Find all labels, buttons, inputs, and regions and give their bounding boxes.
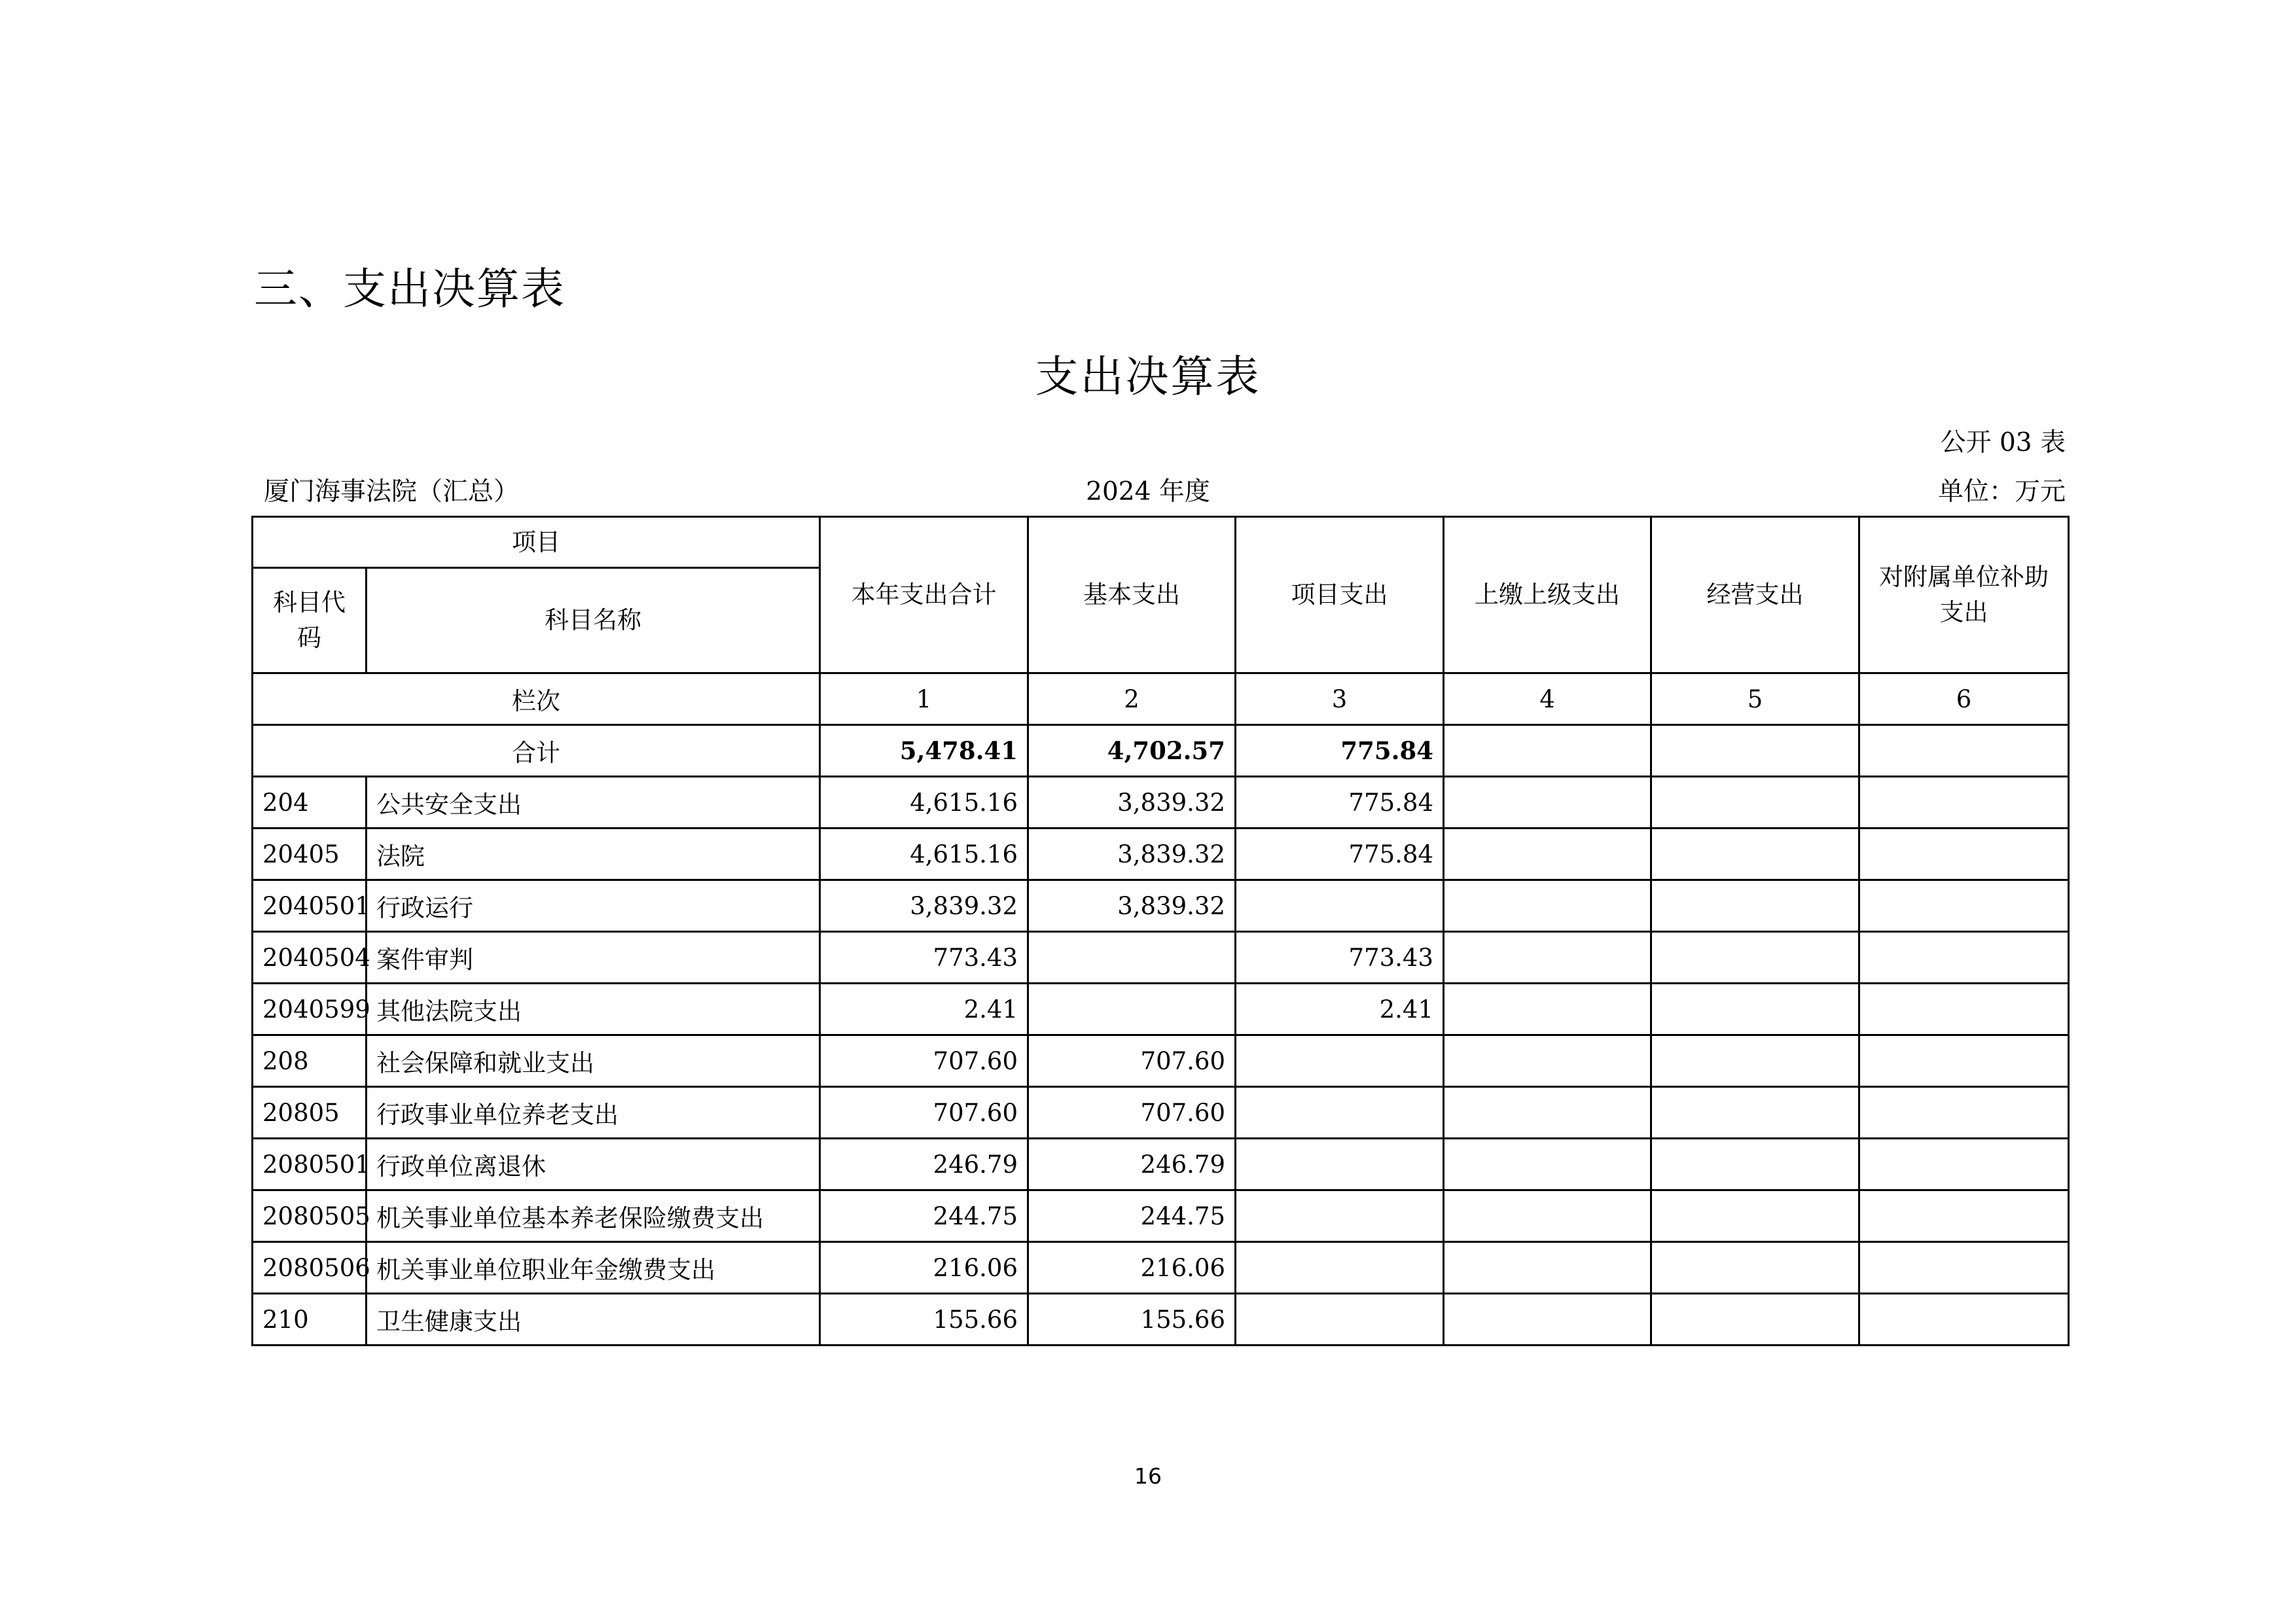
table-row [253, 1139, 2069, 1190]
row-name: 其他法院支出 [367, 984, 820, 1035]
row-value-col-3 [1236, 1087, 1444, 1139]
row-value-col-4 [1444, 1242, 1651, 1294]
row-name: 卫生健康支出 [367, 1294, 820, 1346]
header-col-3: 项目支出 [1236, 517, 1444, 673]
row-value-col-6 [1859, 1294, 2069, 1346]
row-name: 机关事业单位职业年金缴费支出 [367, 1242, 820, 1294]
row-code: 2080501 [253, 1139, 367, 1190]
row-value-col-5 [1651, 880, 1859, 932]
column-index-cell: 3 [1236, 673, 1444, 725]
row-value-col-4 [1444, 1294, 1651, 1346]
row-code: 2080505 [253, 1190, 367, 1242]
row-name: 行政事业单位养老支出 [367, 1087, 820, 1139]
row-value-col-2: 155.66 [1028, 1294, 1236, 1346]
row-value-col-5 [1651, 1242, 1859, 1294]
header-col-5: 经营支出 [1651, 517, 1859, 673]
expenditure-table [251, 516, 2070, 1346]
row-value-col-1: 216.06 [820, 1242, 1028, 1294]
total-cell [1444, 725, 1651, 777]
column-index-cell: 2 [1028, 673, 1236, 725]
row-value-col-4 [1444, 1190, 1651, 1242]
row-value-col-4 [1444, 984, 1651, 1035]
table-row [253, 1087, 2069, 1139]
row-value-col-4 [1444, 1139, 1651, 1190]
row-value-col-1: 2.41 [820, 984, 1028, 1035]
row-value-col-1: 4,615.16 [820, 777, 1028, 829]
row-value-col-6 [1859, 829, 2069, 880]
row-code: 204 [253, 777, 367, 829]
header-col-1: 本年支出合计 [820, 517, 1028, 673]
row-value-col-3 [1236, 1190, 1444, 1242]
row-value-col-6 [1859, 932, 2069, 984]
row-value-col-1: 3,839.32 [820, 880, 1028, 932]
row-value-col-2: 3,839.32 [1028, 777, 1236, 829]
table-body [253, 673, 2069, 777]
row-value-col-5 [1651, 1035, 1859, 1087]
row-value-col-4 [1444, 1087, 1651, 1139]
total-cell: 775.84 [1236, 725, 1444, 777]
section-heading: 三、支出决算表 [254, 264, 565, 314]
row-value-col-3 [1236, 880, 1444, 932]
row-code: 210 [253, 1294, 367, 1346]
row-value-col-2: 216.06 [1028, 1242, 1236, 1294]
row-value-col-3 [1236, 1242, 1444, 1294]
total-cell [1651, 725, 1859, 777]
row-value-col-2: 3,839.32 [1028, 880, 1236, 932]
row-value-col-4 [1444, 829, 1651, 880]
row-name: 案件审判 [367, 932, 820, 984]
row-value-col-1: 773.43 [820, 932, 1028, 984]
row-value-col-6 [1859, 1190, 2069, 1242]
row-value-col-1: 707.60 [820, 1087, 1028, 1139]
row-value-col-6 [1859, 1139, 2069, 1190]
row-code: 2040504 [253, 932, 367, 984]
row-value-col-5 [1651, 1190, 1859, 1242]
column-index-row [253, 673, 2069, 725]
row-value-col-5 [1651, 829, 1859, 880]
table-header [253, 517, 2069, 673]
column-index-label: 栏次 [253, 673, 820, 725]
row-value-col-6 [1859, 1242, 2069, 1294]
row-value-col-2: 707.60 [1028, 1035, 1236, 1087]
row-value-col-3 [1236, 1035, 1444, 1087]
header-col-6: 对附属单位补助支出 [1859, 517, 2069, 673]
page-number: 16 [1134, 1463, 1162, 1489]
header-col-4: 上缴上级支出 [1444, 517, 1651, 673]
row-value-col-1: 246.79 [820, 1139, 1028, 1190]
header-project: 项目 [253, 517, 820, 568]
header-code: 科目代码 [253, 568, 367, 673]
table-title: 支出决算表 [1035, 351, 1261, 402]
row-value-col-6 [1859, 880, 2069, 932]
row-value-col-3 [1236, 1139, 1444, 1190]
column-index-cell: 4 [1444, 673, 1651, 725]
row-value-col-1: 4,615.16 [820, 829, 1028, 880]
column-index-cell: 5 [1651, 673, 1859, 725]
form-number: 公开 03 表 [1940, 428, 2066, 457]
row-name: 机关事业单位基本养老保险缴费支出 [367, 1190, 820, 1242]
total-cell: 5,478.41 [820, 725, 1028, 777]
header-col-2: 基本支出 [1028, 517, 1236, 673]
row-value-col-4 [1444, 1035, 1651, 1087]
row-name: 社会保障和就业支出 [367, 1035, 820, 1087]
row-value-col-3 [1236, 1294, 1444, 1346]
row-value-col-6 [1859, 1087, 2069, 1139]
row-value-col-4 [1444, 932, 1651, 984]
data-rows [253, 777, 2069, 1346]
row-value-col-1: 244.75 [820, 1190, 1028, 1242]
row-name: 行政单位离退休 [367, 1139, 820, 1190]
row-value-col-5 [1651, 984, 1859, 1035]
row-code: 2080506 [253, 1242, 367, 1294]
header-name: 科目名称 [367, 568, 820, 673]
row-value-col-1: 155.66 [820, 1294, 1028, 1346]
table-row [253, 829, 2069, 880]
row-code: 2040599 [253, 984, 367, 1035]
total-cell [1859, 725, 2069, 777]
row-name: 行政运行 [367, 880, 820, 932]
row-value-col-3: 775.84 [1236, 829, 1444, 880]
row-code: 20405 [253, 829, 367, 880]
table-row [253, 1190, 2069, 1242]
row-value-col-5 [1651, 932, 1859, 984]
row-value-col-5 [1651, 777, 1859, 829]
row-value-col-2: 3,839.32 [1028, 829, 1236, 880]
table-row [253, 777, 2069, 829]
table-row [253, 1035, 2069, 1087]
row-value-col-2: 244.75 [1028, 1190, 1236, 1242]
row-name: 公共安全支出 [367, 777, 820, 829]
row-value-col-6 [1859, 777, 2069, 829]
row-value-col-2: 246.79 [1028, 1139, 1236, 1190]
row-value-col-5 [1651, 1294, 1859, 1346]
row-value-col-3: 2.41 [1236, 984, 1444, 1035]
unit-name: 厦门海事法院（汇总） [264, 477, 520, 507]
currency-unit: 单位：万元 [1937, 477, 2066, 507]
row-value-col-3: 773.43 [1236, 932, 1444, 984]
row-value-col-5 [1651, 1139, 1859, 1190]
row-code: 208 [253, 1035, 367, 1087]
row-value-col-5 [1651, 1087, 1859, 1139]
row-code: 2040501 [253, 880, 367, 932]
row-value-col-6 [1859, 984, 2069, 1035]
total-row [253, 725, 2069, 777]
row-value-col-4 [1444, 777, 1651, 829]
row-value-col-2: 707.60 [1028, 1087, 1236, 1139]
table-row [253, 1294, 2069, 1346]
table-row [253, 1242, 2069, 1294]
table-row [253, 984, 2069, 1035]
row-code: 20805 [253, 1087, 367, 1139]
row-value-col-6 [1859, 1035, 2069, 1087]
column-index-cell: 1 [820, 673, 1028, 725]
fiscal-year: 2024 年度 [1086, 477, 1210, 507]
row-name: 法院 [367, 829, 820, 880]
table-row [253, 880, 2069, 932]
row-value-col-3: 775.84 [1236, 777, 1444, 829]
row-value-col-1: 707.60 [820, 1035, 1028, 1087]
table-row [253, 932, 2069, 984]
row-value-col-4 [1444, 880, 1651, 932]
column-index-cell: 6 [1859, 673, 2069, 725]
total-label: 合计 [253, 725, 820, 777]
row-value-col-2 [1028, 932, 1236, 984]
row-value-col-2 [1028, 984, 1236, 1035]
total-cell: 4,702.57 [1028, 725, 1236, 777]
